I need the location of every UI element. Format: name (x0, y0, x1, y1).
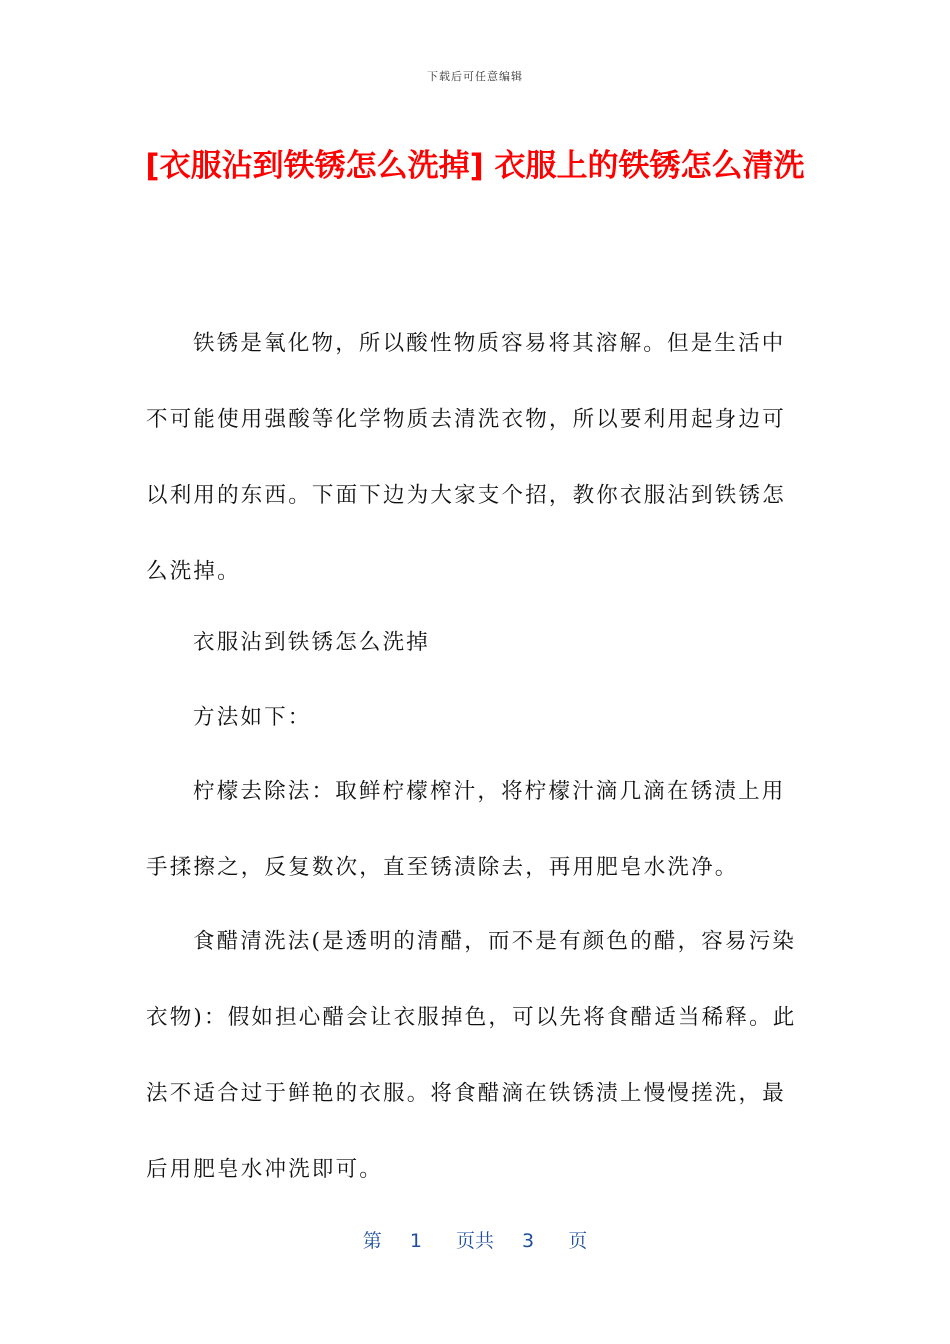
footer-current-page: 1 (409, 1230, 422, 1252)
footer-page-label-post: 页 (568, 1230, 588, 1252)
paragraph-subheading: 衣服沾到铁锈怎么洗掉 (193, 630, 431, 655)
paragraph-methods-intro: 方法如下： (193, 705, 312, 730)
footer-total-pages: 3 (522, 1230, 535, 1252)
footer-page-label-mid: 页共 (455, 1230, 494, 1252)
header-note: 下载后可任意编辑 (427, 70, 523, 83)
paragraph-lemon-method: 柠檬去除法：取鲜柠檬榨汁，将柠檬汁滴几滴在锈渍上用手揉擦之，反复数次，直至锈渍除去，再用肥皂水洗净。 (146, 779, 786, 880)
paragraph-intro: 铁锈是氧化物，所以酸性物质容易将其溶解。但是生活中不可能使用强酸等化学物质去清洗衣物，所以要利用起身边可以利用的东西。下面下边为大家支个招，教你衣服沾到铁锈怎么洗掉。 (146, 331, 786, 584)
paragraph-vinegar-method: 食醋清洗法(是透明的清醋，而不是有颜色的醋，容易污染衣物)：假如担心醋会让衣服掉色，可以先将食醋适当稀释。此法不适合过于鲜艳的衣服。将食醋滴在铁锈渍上慢慢搓洗，最后用肥皂水冲洗即可。 (146, 929, 797, 1182)
page-footer (0, 1226, 950, 1253)
footer-page-label-pre: 第 (362, 1230, 382, 1252)
document-title: [衣服沾到铁锈怎么洗掉] 衣服上的铁锈怎么清洗 (145, 148, 805, 184)
